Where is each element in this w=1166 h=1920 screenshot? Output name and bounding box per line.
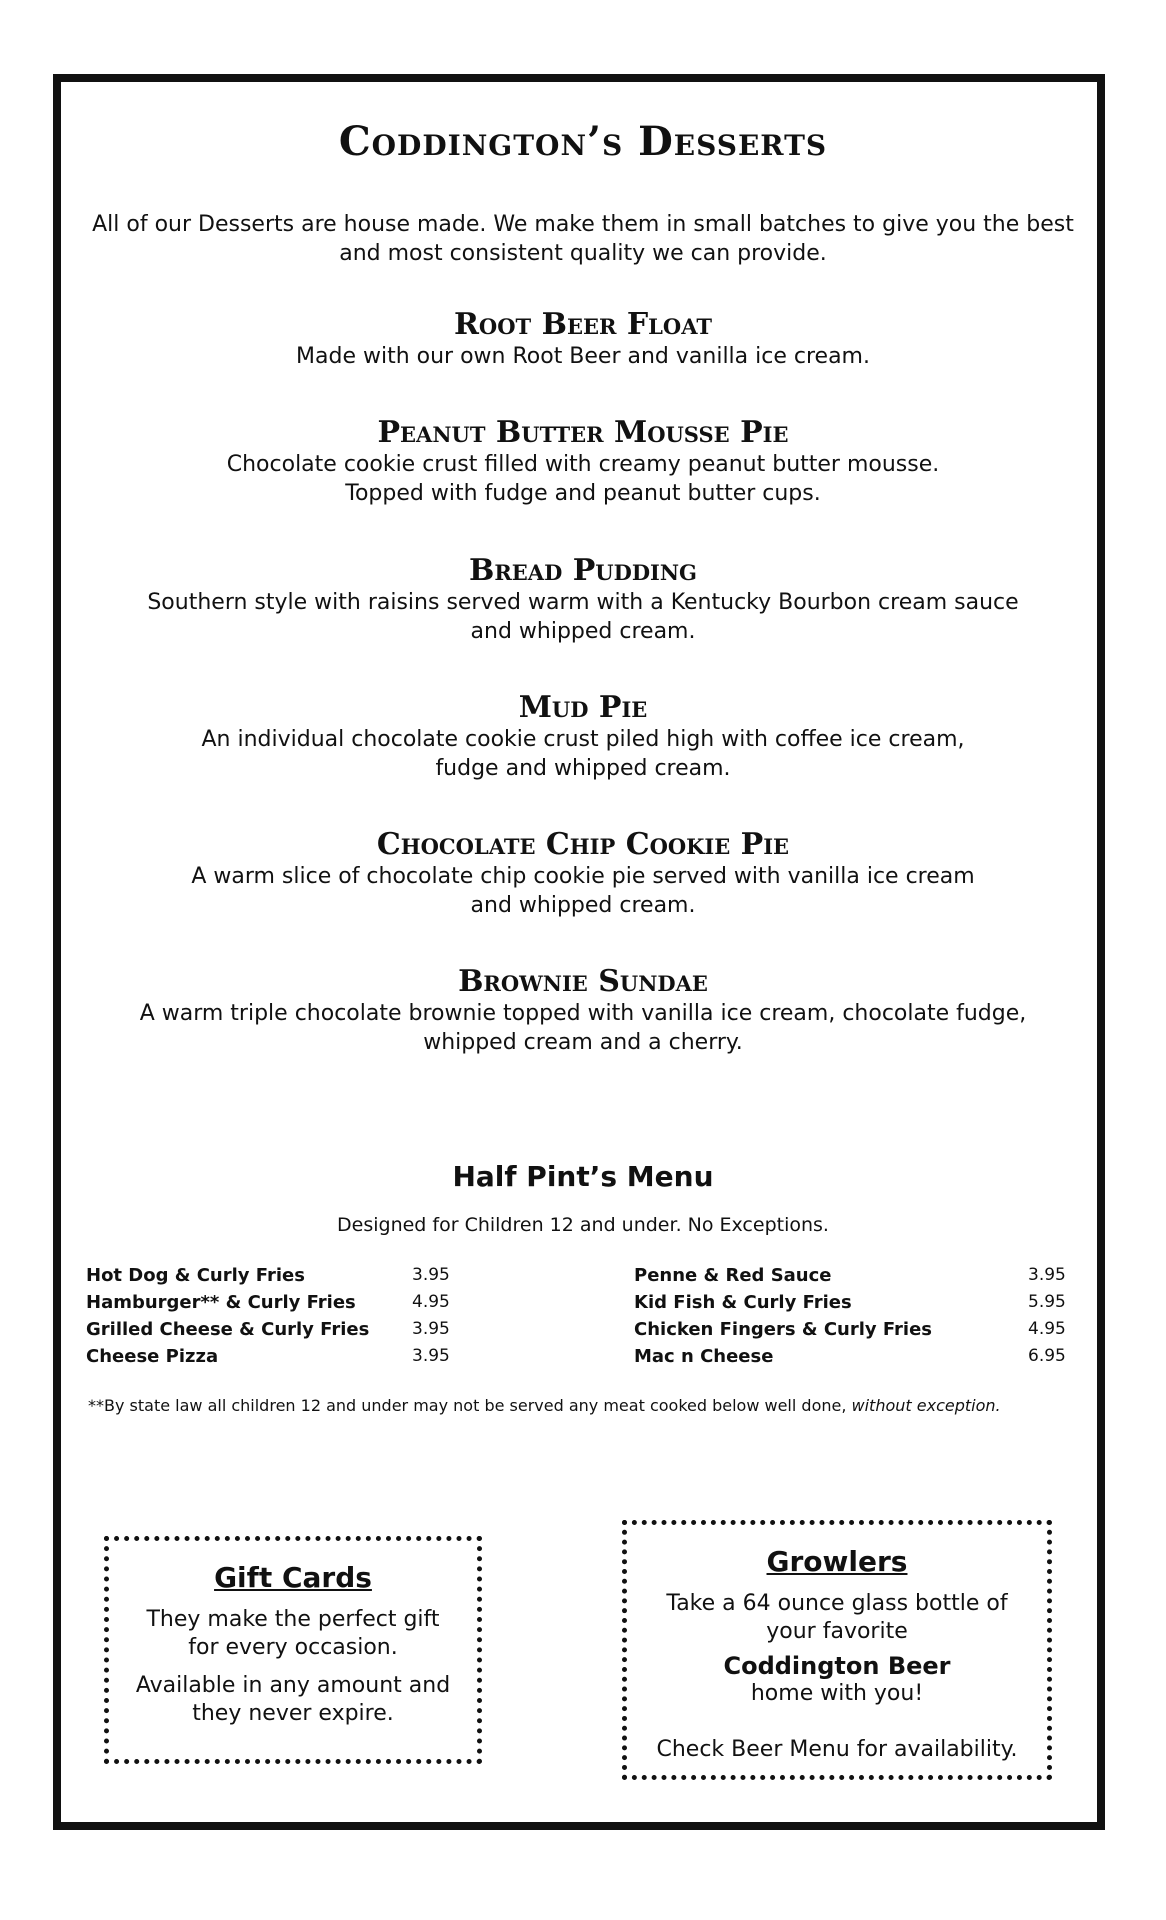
kids-item-price: 3.95	[412, 1265, 450, 1285]
kids-item-price: 3.95	[412, 1346, 450, 1366]
gift-cards-line: Available in any amount and	[135, 1673, 451, 1698]
dessert-peanut-butter-mousse-pie	[80, 416, 1086, 508]
kids-item-price: 3.95	[1028, 1265, 1066, 1285]
kids-menu-row	[634, 1316, 1066, 1343]
dessert-description: fudge and whipped cream.	[435, 756, 731, 781]
state-law-notice	[88, 1396, 1001, 1415]
growlers-beer-name: Coddington Beer	[723, 1652, 951, 1680]
gift-cards-box	[104, 1536, 482, 1764]
dessert-description: Topped with fudge and peanut butter cups.	[345, 481, 821, 506]
kids-menu-row	[86, 1343, 450, 1370]
kids-item-name: Penne & Red Sauce	[634, 1265, 832, 1286]
growlers-line: Take a 64 ounce glass bottle of	[666, 1591, 1008, 1616]
growlers-line: Check Beer Menu for availability.	[656, 1737, 1018, 1762]
dessert-name: Peanut Butter Mousse Pie	[377, 415, 789, 450]
gift-cards-line: they never expire.	[192, 1701, 394, 1726]
dessert-description: A warm slice of chocolate chip cookie pie served with vanilla ice cream	[191, 864, 975, 889]
kids-menu-left-column	[86, 1262, 450, 1370]
dessert-description: Chocolate cookie crust filled with creamy peanut butter mousse.	[226, 452, 940, 477]
dessert-description: and whipped cream.	[470, 619, 696, 644]
kids-item-name: Chicken Fingers & Curly Fries	[634, 1319, 933, 1340]
dessert-chocolate-chip-cookie-pie	[80, 828, 1086, 920]
kids-item-price: 3.95	[412, 1319, 450, 1339]
kids-item-price: 4.95	[412, 1292, 450, 1312]
page-title: Coddington’s Desserts	[338, 118, 828, 165]
dessert-description: Southern style with raisins served warm with a Kentucky Bourbon cream sauce	[147, 590, 1019, 615]
intro-line-2: and most consistent quality we can provide.	[339, 241, 827, 266]
dessert-description: An individual chocolate cookie crust piled high with coffee ice cream,	[201, 727, 965, 752]
kids-item-name: Grilled Cheese & Curly Fries	[86, 1319, 370, 1340]
state-law-emphasis: without exception.	[851, 1396, 1001, 1415]
kids-item-price: 6.95	[1028, 1346, 1066, 1366]
kids-item-name: Kid Fish & Curly Fries	[634, 1292, 852, 1313]
dessert-name: Mud Pie	[518, 690, 648, 725]
kids-item-price: 4.95	[1028, 1319, 1066, 1339]
intro-text	[80, 210, 1086, 268]
dessert-brownie-sundae	[80, 965, 1086, 1057]
gift-cards-line: They make the perfect gift	[146, 1607, 440, 1632]
dessert-root-beer-float	[80, 308, 1086, 371]
gift-cards-heading: Gift Cards	[214, 1561, 372, 1594]
kids-item-name: Hot Dog & Curly Fries	[86, 1265, 305, 1286]
kids-menu-title: Half Pint’s Menu	[452, 1160, 714, 1193]
kids-menu-row	[86, 1289, 450, 1316]
dessert-description: whipped cream and a cherry.	[423, 1030, 743, 1055]
kids-item-price: 5.95	[1028, 1292, 1066, 1312]
dessert-description: and whipped cream.	[470, 893, 696, 918]
dessert-description: Made with our own Root Beer and vanilla ice cream.	[296, 344, 870, 369]
kids-menu-row	[634, 1262, 1066, 1289]
dessert-name: Root Beer Float	[454, 307, 712, 342]
dessert-description: A warm triple chocolate brownie topped with vanilla ice cream, chocolate fudge,	[139, 1001, 1027, 1026]
kids-menu-row	[634, 1289, 1066, 1316]
growlers-line: home with you!	[750, 1681, 924, 1706]
dessert-name: Chocolate Chip Cookie Pie	[376, 827, 790, 862]
intro-line-1: All of our Desserts are house made. We make them in small batches to give you the best	[92, 212, 1074, 237]
kids-menu-row	[634, 1343, 1066, 1370]
kids-menu-row	[86, 1262, 450, 1289]
kids-menu-row	[86, 1316, 450, 1343]
state-law-text: **By state law all children 12 and under may not be served any meat cooked below well done,	[88, 1396, 852, 1415]
dessert-mud-pie	[80, 691, 1086, 783]
growlers-box	[622, 1520, 1052, 1780]
growlers-line: your favorite	[766, 1619, 908, 1644]
gift-cards-line: for every occasion.	[188, 1635, 398, 1660]
kids-menu-right-column	[634, 1262, 1066, 1370]
dessert-bread-pudding	[80, 554, 1086, 646]
kids-item-name: Hamburger** & Curly Fries	[86, 1292, 356, 1313]
kids-item-name: Mac n Cheese	[634, 1346, 774, 1367]
kids-menu-subtitle: Designed for Children 12 and under. No Exceptions.	[337, 1214, 829, 1236]
dessert-name: Brownie Sundae	[458, 964, 708, 999]
growlers-heading: Growlers	[766, 1545, 908, 1578]
dessert-name: Bread Pudding	[468, 553, 697, 588]
kids-item-name: Cheese Pizza	[86, 1346, 219, 1367]
